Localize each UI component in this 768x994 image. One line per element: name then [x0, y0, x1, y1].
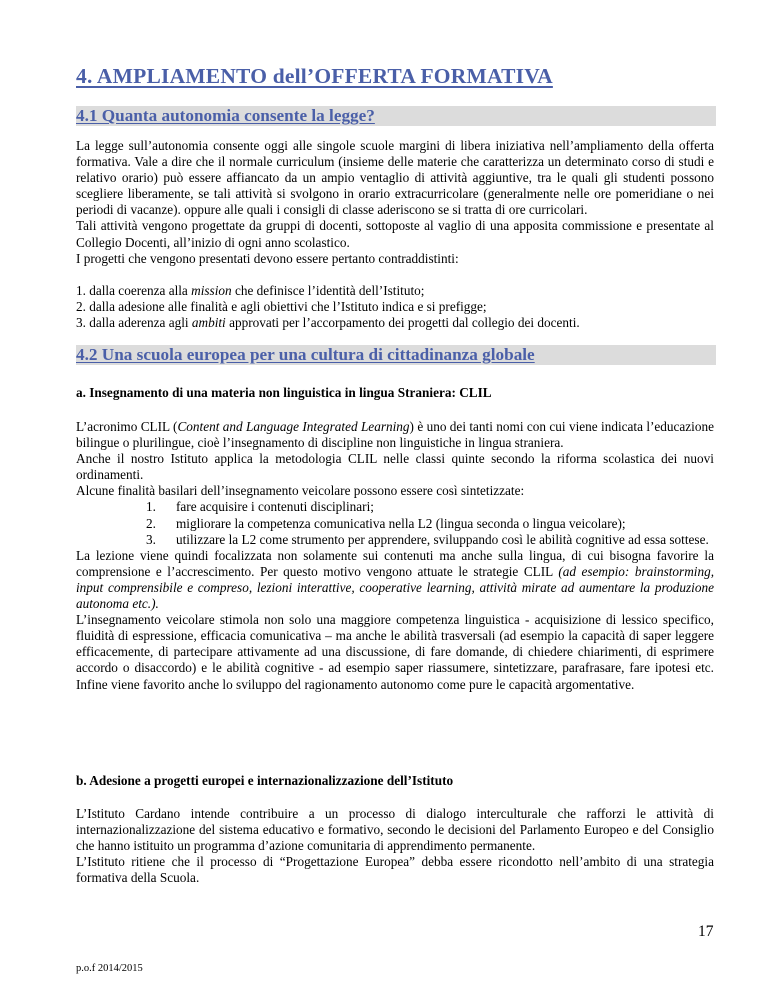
list-item: 2. dalla adesione alle finalità e agli obiettivi che l’Istituto indica e si prefigge;	[76, 298, 487, 314]
list-item: 1. dalla coerenza alla mission che definisce l’identità dell’Istituto;	[76, 282, 425, 298]
s41-paragraph-2: Tali attività vengono progettate da gruppi di docenti, sottoposte al vaglio di una apposita commissione e presentate al Collegio Docenti, all’inizio di ogni anno scolastico.	[76, 218, 714, 250]
s41-paragraph-3: I progetti che vengono presentati devono essere pertanto contraddistinti:	[76, 250, 459, 266]
subsection-b-body	[76, 806, 714, 886]
a-paragraph-2: Anche il nostro Istituto applica la metodologia CLIL nelle classi quinte secondo la riforma scolastica dei nuovi ordinamenti.	[76, 451, 714, 483]
list-item: 3. dalla aderenza agli ambiti approvati per l’accorpamento dei progetti dal collegio dei docenti.	[76, 314, 580, 330]
page-number: 17	[698, 923, 714, 940]
list-item: 2. migliorare la competenza comunicativa nella L2 (lingua seconda o lingua veicolare);	[146, 515, 626, 531]
s41-paragraph-1: La legge sull’autonomia consente oggi alle singole scuole margini di libera iniziativa nell’ampliamento della offerta formativa. Vale a dire che il normale curriculum (insieme delle materie che caratterizza un determinato corso di studi e relativo orario) può essere affiancato da un ampio ventaglio di attività aggiuntive, tra le quali gli studenti possono scegliere liberamente, se tali attività si svolgono in orario extracurricolare (generalmente nelle ore pomeridiane o nei periodi di vacanze). oppure alle quali i consigli di classe aderiscono se si tratta di ore curricolari.	[76, 138, 714, 218]
list-item: 1. fare acquisire i contenuti disciplinari;	[146, 499, 374, 515]
a-paragraph-3: Alcune finalità basilari dell’insegnamento veicolare possono essere così sintetizzate:	[76, 483, 525, 499]
subsection-a-title: a. Insegnamento di una materia non linguistica in lingua Straniera: CLIL	[76, 385, 492, 400]
a-paragraph-1: L’acronimo CLIL (Content and Language Integrated Learning) è uno dei tanti nomi con cui viene indicata l’educazione bilingue o plurilingue, cioè l’insegnamento di discipline non linguistiche in lingua straniera.	[76, 419, 714, 451]
a-paragraph-5: L’insegnamento veicolare stimola non solo una maggiore competenza linguistica - acquisizione di lessico specifico, fluidità di espressione, efficacia comunicativa – ma anche le abilità trasversali (ad esempio la capacità di saper leggere efficacemente, di partecipare attivamente ad una discussione, di fare domande, di chiedere chiarimenti, di esprimere accordo o disaccordo) e le abilità cognitive - ad esempio saper riassumere, sintetizzare, parafrasare, fare ipotesi etc. Infine viene favorito anche lo sviluppo del ragionamento autonomo come pure le capacità argomentative.	[76, 612, 714, 692]
a-goals-list	[76, 499, 714, 547]
main-heading: 4. AMPLIAMENTO dell’OFFERTA FORMATIVA	[76, 64, 553, 88]
b-paragraph-2: L’Istituto ritiene che il processo di “Progettazione Europea” debba essere ricondotto nell’ambito di una strategia formativa della Scuola.	[76, 854, 714, 886]
a-paragraph-4: La lezione viene quindi focalizzata non solamente sui contenuti ma anche sulla lingua, di cui bisogna favorire la comprensione e l’accrescimento. Per questo motivo vengono attuate le strategie CLIL (ad esempio: brainstorming, input comprensibile e compreso, lezioni interattive, cooperative learning, attività mirate ad aumentare la produzione autonoma etc.).	[76, 547, 715, 612]
subsection-a-body	[76, 419, 714, 693]
footer-label: p.o.f 2014/2015	[76, 963, 143, 974]
subsection-b-title: b. Adesione a progetti europei e internazionalizzazione dell’Istituto	[76, 773, 454, 788]
section-41-body	[76, 138, 714, 331]
s41-criteria-list	[76, 283, 714, 331]
section-41-title: 4.1 Quanta autonomia consente la legge?	[76, 106, 375, 125]
b-paragraph-1: L’Istituto Cardano intende contribuire a un processo di dialogo interculturale che rafforzi le attività di internazionalizzazione del sistema educativo e formativo, secondo le decisioni del Parlamento Europeo e del Consiglio che hanno istituito un programma d’azione comunitaria di apprendimento permanente.	[76, 806, 714, 854]
section-42-title: 4.2 Una scuola europea per una cultura di cittadinanza globale	[76, 345, 535, 364]
list-item: 3. utilizzare la L2 come strumento per apprendere, sviluppando così le abilità cognitive ad essa sottese.	[146, 531, 709, 547]
